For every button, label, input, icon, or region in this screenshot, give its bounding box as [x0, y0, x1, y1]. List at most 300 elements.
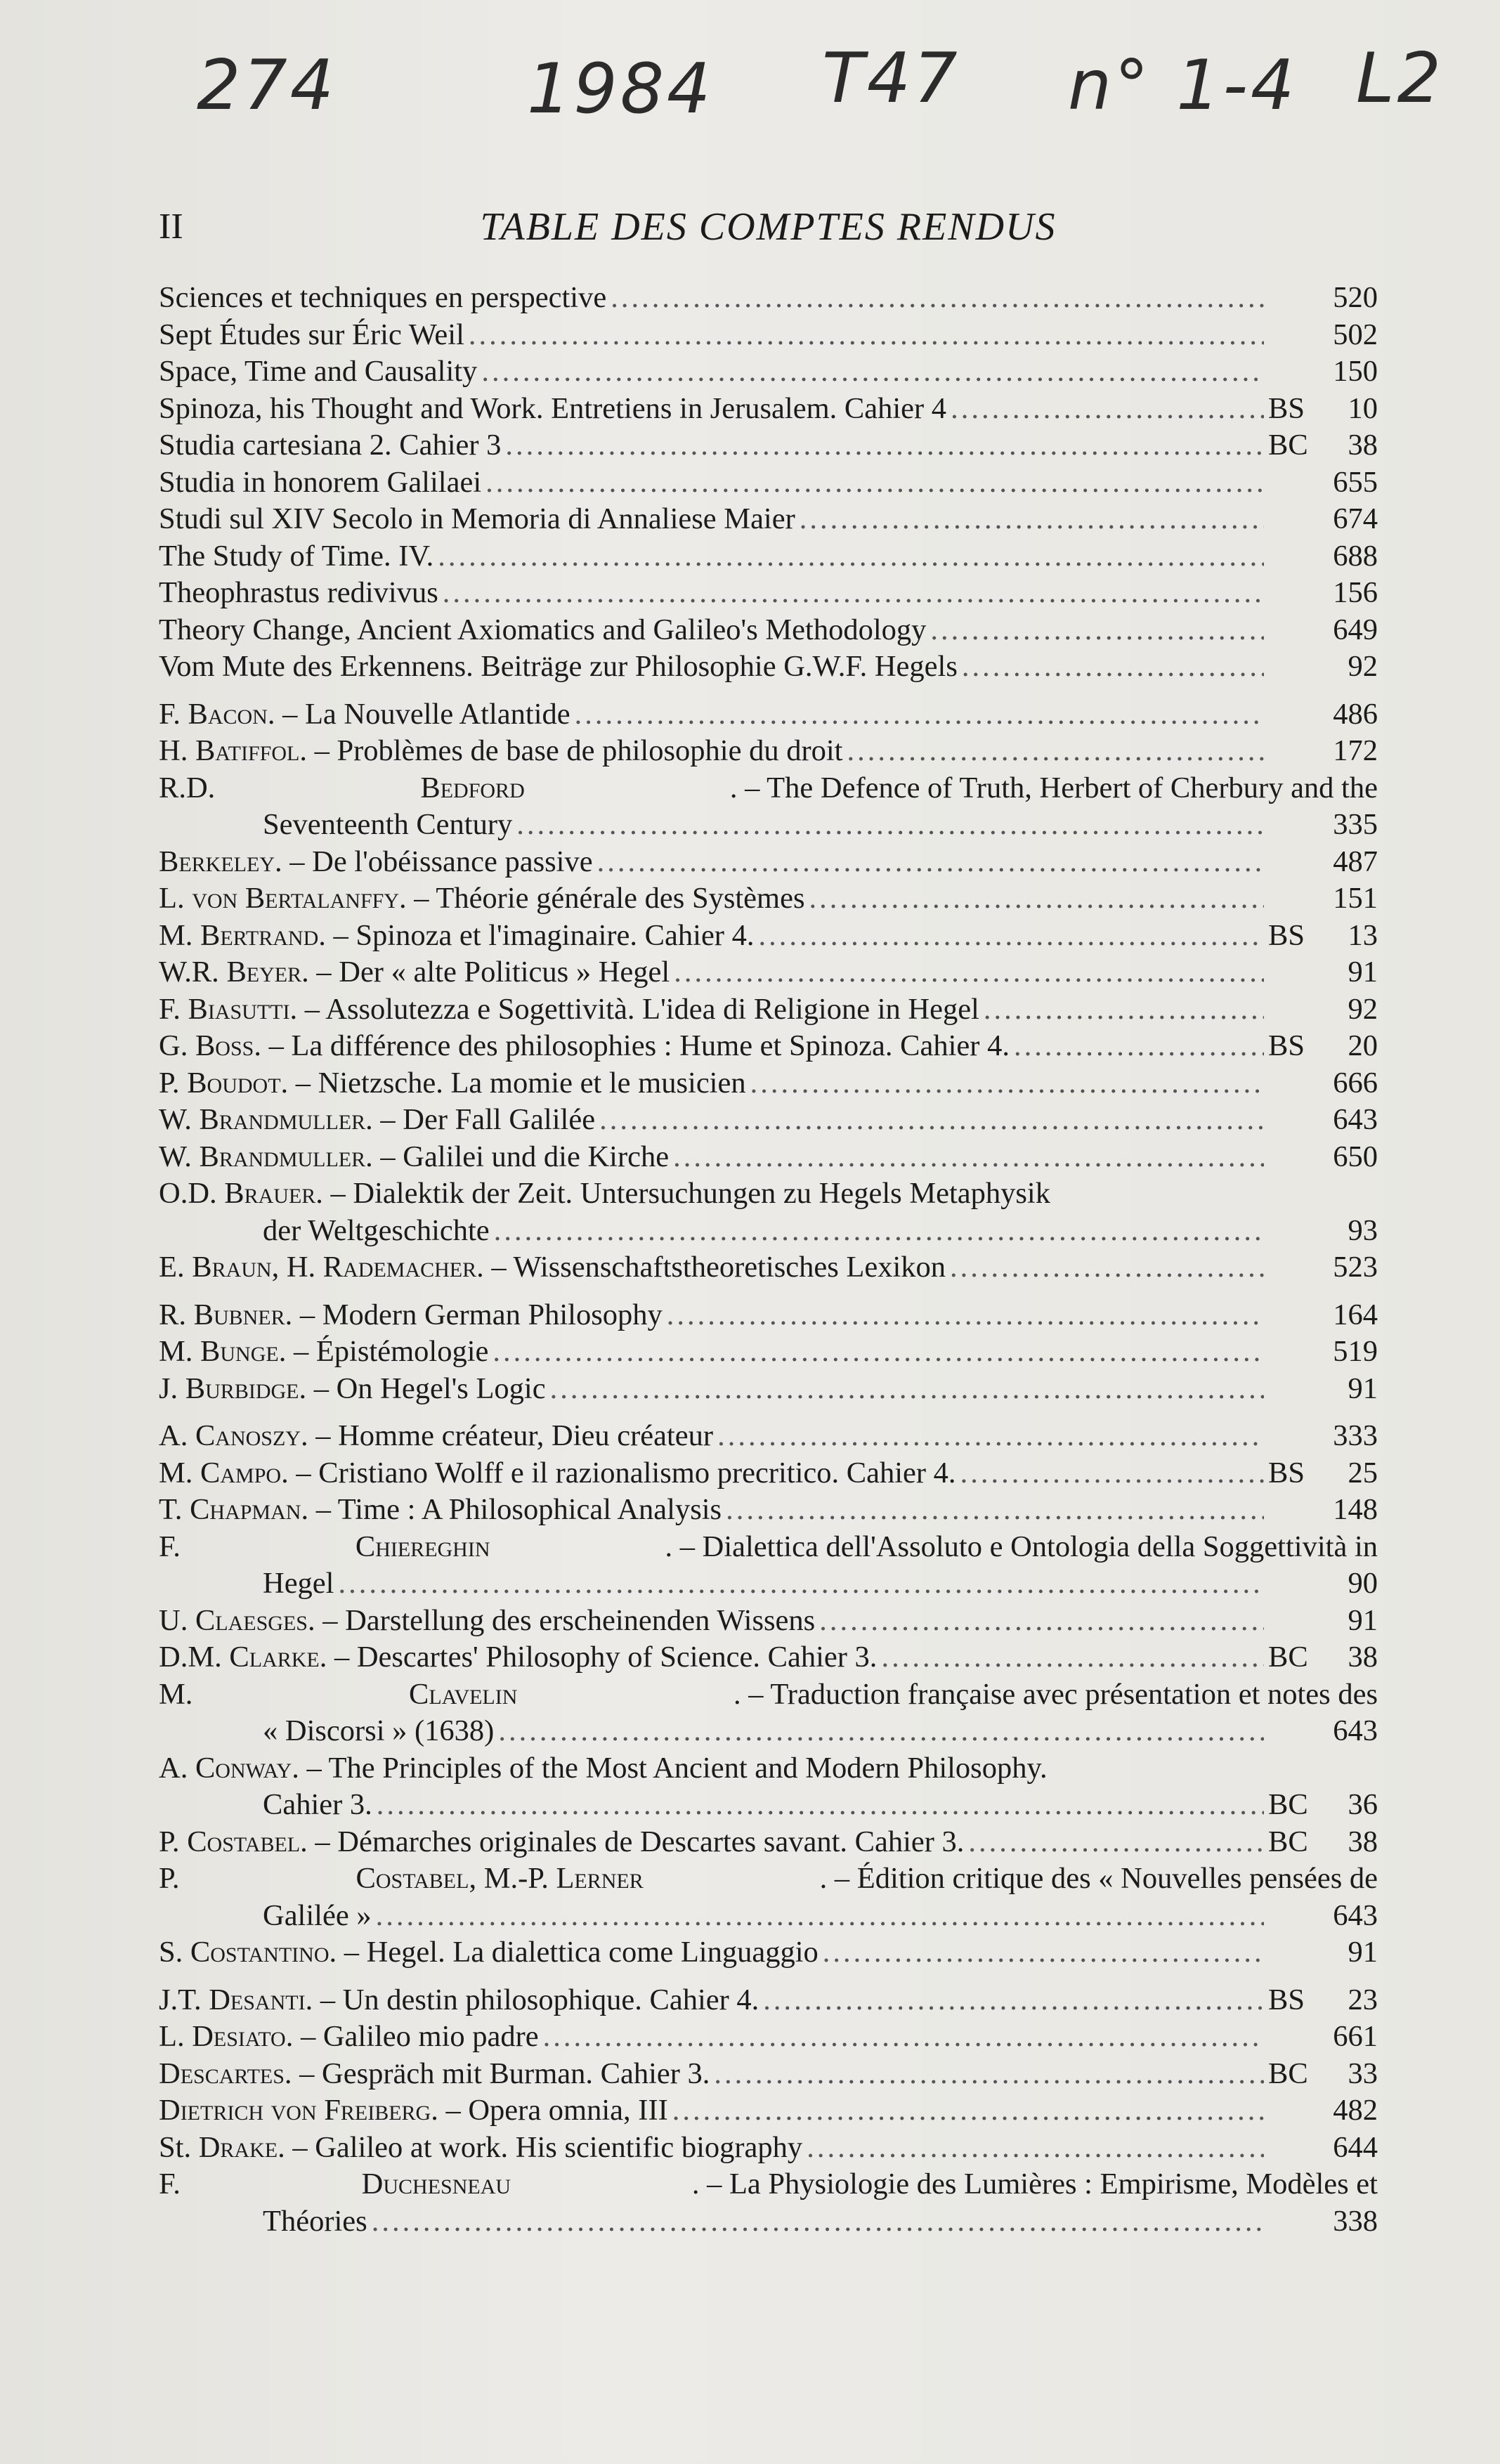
dot-leader — [984, 991, 1264, 1029]
entry-title — [159, 991, 979, 1029]
list-item — [159, 880, 1378, 918]
entry-continuation: Théories — [263, 2204, 367, 2238]
entry-text: Theory Change, Ancient Axiomatics and Galileo's Methodology — [159, 613, 927, 646]
entry-text: . – Un destin philosophique. Cahier 4. — [305, 1983, 759, 2016]
entry-title — [159, 954, 670, 991]
list-item — [159, 1898, 1378, 1935]
cahier-tag: BS — [1268, 1983, 1305, 2016]
author-name: Bertrand — [200, 918, 319, 952]
author-initials: F. — [159, 992, 188, 1026]
entry-title — [159, 1297, 663, 1334]
author-name: Bedford — [420, 771, 525, 804]
entry-text: . – Spinoza et l'imaginaire. Cahier 4. — [318, 918, 755, 952]
list-item — [159, 991, 1378, 1029]
page-ref: 20 — [1348, 1029, 1378, 1062]
author-name: Brandmuller — [199, 1140, 366, 1173]
entry-title — [159, 2019, 539, 2056]
list-item — [159, 317, 1378, 354]
entry-text: Sciences et techniques en perspective — [159, 281, 607, 314]
entry-title — [159, 464, 481, 502]
dot-leader — [819, 1603, 1264, 1640]
author-name: Braun, H. Rademacher — [192, 1251, 477, 1284]
list-item — [159, 844, 1378, 881]
dot-leader — [443, 575, 1264, 612]
author-name: Brandmuller — [199, 1103, 366, 1136]
cahier-tag: BS — [1268, 391, 1305, 425]
dot-leader — [1014, 1028, 1264, 1065]
author-initials: A. — [159, 1751, 195, 1785]
page-ref: 38 — [1348, 1825, 1378, 1858]
entry-text: . – Traduction française avec présentation et notes des — [733, 1677, 1378, 1711]
page-ref: 172 — [1333, 734, 1378, 767]
entry-title — [159, 1371, 546, 1408]
page-ref: 38 — [1348, 429, 1378, 462]
author-name: Campo — [200, 1456, 282, 1490]
dot-leader — [498, 1713, 1264, 1750]
author-name: Drake — [198, 2130, 278, 2164]
dot-leader — [674, 954, 1264, 991]
page-ref: 674 — [1333, 502, 1378, 535]
entry-title — [159, 1455, 956, 1492]
page-ref: 502 — [1333, 318, 1378, 351]
entry-text: . – Descartes' Philosophy of Science. Cahier 3. — [319, 1641, 878, 1674]
page-ref: 523 — [1333, 1251, 1378, 1284]
author-name: Descartes — [159, 2056, 285, 2090]
entry-title — [159, 2092, 668, 2130]
author-name: Conway — [195, 1751, 292, 1785]
entry-title — [159, 612, 926, 649]
entry-title — [159, 501, 795, 538]
entry-continuation: Seventeenth Century — [263, 808, 513, 841]
list-item — [159, 1982, 1378, 2019]
entry-continuation: der Weltgeschichte — [263, 1213, 490, 1247]
list-item — [159, 1297, 1378, 1334]
list-item — [159, 1713, 1378, 1750]
dot-leader — [672, 2092, 1264, 2130]
page-ref: 164 — [1333, 1298, 1378, 1331]
dot-leader — [599, 1102, 1264, 1139]
entry-title — [159, 2130, 802, 2167]
author-initials: S. — [159, 1936, 190, 1969]
author-initials: O.D. — [159, 1177, 225, 1210]
dot-leader — [968, 1824, 1264, 1861]
entry-title — [159, 1249, 946, 1286]
entry-title — [159, 1418, 713, 1455]
author-name: Duchesneau — [361, 2168, 511, 2201]
list-item — [159, 1102, 1378, 1139]
author-name: Desiato — [192, 2020, 286, 2053]
author-initials: R.D. — [159, 771, 216, 804]
entry-title — [159, 880, 805, 918]
list-item — [159, 538, 1378, 575]
page-ref: 151 — [1333, 882, 1378, 915]
entry-text: . – Homme créateur, Dieu créateur — [300, 1419, 714, 1452]
handwritten-shelf-mark: L2 — [1356, 39, 1444, 119]
entry-title — [159, 1334, 488, 1371]
cahier-tag: BC — [1268, 2056, 1308, 2090]
page-ref: 33 — [1348, 2056, 1378, 2090]
author-initials: T. — [159, 1493, 190, 1526]
entry-text: Vom Mute des Erkennens. Beiträge zur Philosophie G.W.F. Hegels — [159, 650, 958, 683]
author-name: Boss — [195, 1029, 254, 1062]
page-ref: 93 — [1348, 1213, 1378, 1247]
entry-title — [159, 353, 477, 391]
author-initials: M. — [159, 1677, 193, 1711]
page-ref: 482 — [1333, 2094, 1378, 2127]
list-item — [159, 1787, 1378, 1824]
list-item — [159, 1860, 1378, 1898]
dot-leader — [543, 2019, 1264, 2056]
entry-text: . – Théorie générale des Systèmes — [399, 882, 805, 915]
dot-leader — [717, 1418, 1264, 1455]
cahier-tag: BC — [1268, 1788, 1308, 1821]
page-ref: 520 — [1333, 281, 1378, 314]
entry-text: . – Galileo mio padre — [285, 2020, 539, 2053]
author-initials: M. — [159, 1335, 201, 1368]
list-item — [159, 1565, 1378, 1603]
entry-text: Sept Études sur Éric Weil — [159, 318, 464, 351]
entry-title — [159, 1492, 722, 1529]
list-item — [159, 1418, 1378, 1455]
dot-leader — [376, 1898, 1264, 1935]
list-item — [159, 1750, 1378, 1787]
page-ref: 23 — [1348, 1983, 1378, 2016]
list-item — [159, 1824, 1378, 1861]
entry-text: . – Cristiano Wolff e il razionalismo precritico. Cahier 4. — [281, 1456, 956, 1490]
list-item — [159, 954, 1378, 991]
handwritten-volume: T47 — [822, 39, 960, 119]
page-ref: 650 — [1333, 1140, 1378, 1173]
entry-text: . – Épistémologie — [278, 1335, 489, 1368]
list-item — [159, 2092, 1378, 2130]
list-item — [159, 2130, 1378, 2167]
page-header — [159, 199, 1378, 262]
entry-text: . – Problèmes de base de philosophie du droit — [299, 734, 843, 767]
entry-text: . – On Hegel's Logic — [299, 1371, 546, 1405]
dot-leader — [505, 427, 1264, 464]
entry-continuation: Cahier 3. — [263, 1788, 372, 1821]
dot-leader — [575, 696, 1264, 734]
entry-text: . – Édition critique des « Nouvelles pensées de — [819, 1862, 1378, 1895]
cahier-tag: BC — [1268, 1825, 1308, 1858]
author-initials: J. — [159, 1371, 185, 1405]
list-item — [159, 575, 1378, 612]
dot-leader — [930, 612, 1264, 649]
entry-title — [159, 648, 958, 686]
list-item — [159, 1603, 1378, 1640]
entry-title — [159, 317, 464, 354]
entry-text: . – Démarches originales de Descartes savant. Cahier 3. — [300, 1825, 965, 1858]
entry-title — [159, 770, 1378, 807]
entry-title — [159, 1982, 759, 2019]
author-initials: H. — [159, 734, 195, 767]
entry-text: . – Gespräch mit Burman. Cahier 3. — [284, 2056, 710, 2090]
author-initials: W. — [159, 1103, 200, 1136]
list-item — [159, 464, 1378, 502]
dot-leader — [750, 1065, 1264, 1102]
page-ref: 643 — [1333, 1103, 1378, 1136]
entry-text: . – Galilei und die Kirche — [365, 1140, 670, 1173]
entry-title — [159, 538, 433, 575]
entry-text: . – Der Fall Galilée — [365, 1103, 596, 1136]
author-initials: F. — [159, 1530, 181, 1563]
dot-leader — [673, 1139, 1264, 1176]
entry-text: Space, Time and Causality — [159, 355, 478, 388]
dot-leader — [714, 2056, 1264, 2093]
entry-title — [159, 696, 570, 734]
page-ref: 649 — [1333, 613, 1378, 646]
dot-leader — [372, 2203, 1264, 2241]
entry-text: . – Darstellung des erscheinenden Wissens — [307, 1603, 816, 1637]
page-ref: 148 — [1333, 1493, 1378, 1526]
dot-leader — [809, 880, 1264, 918]
page-ref: 688 — [1333, 539, 1378, 573]
page-ref: 10 — [1348, 391, 1378, 425]
author-name: Clavelin — [408, 1677, 518, 1711]
dot-leader — [951, 391, 1264, 428]
entry-title — [159, 2056, 710, 2093]
page-ref: 156 — [1333, 576, 1378, 609]
author-initials: W. — [159, 1140, 200, 1173]
dot-leader — [481, 353, 1264, 391]
author-name: Beyer — [226, 956, 302, 989]
author-name: Chapman — [190, 1493, 301, 1526]
dot-leader — [550, 1371, 1264, 1408]
handwritten-issues: n° 1-4 — [1068, 46, 1298, 126]
dot-leader — [800, 501, 1264, 538]
author-name: Costabel, M.-P. Lerner — [356, 1862, 644, 1895]
author-initials: D.M. — [159, 1641, 230, 1674]
page-ref: 92 — [1348, 650, 1378, 683]
page-ref: 335 — [1333, 808, 1378, 841]
author-name: Canoszy — [195, 1419, 301, 1452]
author-initials: E. — [159, 1251, 193, 1284]
author-initials: M. — [159, 1456, 201, 1490]
page-ref: 36 — [1348, 1788, 1378, 1821]
entry-title — [159, 1639, 877, 1676]
cahier-tag: BS — [1268, 918, 1305, 952]
list-item — [159, 648, 1378, 686]
page-ref: 519 — [1333, 1335, 1378, 1368]
dot-leader — [469, 317, 1264, 354]
author-name: Desanti — [209, 1983, 306, 2016]
author-initials: G. — [159, 1029, 195, 1062]
entry-title — [159, 844, 593, 881]
entry-title — [159, 1603, 815, 1640]
list-item — [159, 2166, 1378, 2203]
author-initials: F. — [159, 2168, 181, 2201]
author-initials: A. — [159, 1419, 195, 1452]
list-item — [159, 391, 1378, 428]
entry-title — [159, 1676, 1378, 1714]
author-initials: L. — [159, 882, 193, 915]
list-item — [159, 1934, 1378, 1971]
entry-title — [159, 918, 754, 955]
entry-text: . – De l'obéissance passive — [275, 845, 593, 878]
author-initials: P. — [159, 1066, 188, 1100]
entry-title — [159, 2166, 1378, 2203]
handwritten-year: 1984 — [527, 49, 714, 129]
list-item — [159, 1529, 1378, 1566]
list-item — [159, 733, 1378, 770]
entry-title — [159, 575, 438, 612]
author-initials: P. — [159, 1825, 188, 1858]
author-name: Costabel — [187, 1825, 301, 1858]
author-name: Brauer — [224, 1177, 316, 1210]
page-ref: 150 — [1333, 355, 1378, 388]
author-name: Boudot — [187, 1066, 281, 1100]
dot-leader — [438, 538, 1264, 575]
author-name: Dietrich von Freiberg — [159, 2094, 431, 2127]
dot-leader — [485, 464, 1264, 502]
page-ref: 643 — [1333, 1898, 1378, 1932]
author-initials: F. — [159, 697, 188, 731]
cahier-tag: BS — [1268, 1456, 1305, 1490]
entry-text: . – Dialettica dell'Assoluto e Ontologia della Soggettività in — [665, 1530, 1378, 1563]
entry-title — [159, 1860, 1378, 1898]
list-item — [159, 427, 1378, 464]
entry-text: . – La différence des philosophies : Hume et Spinoza. Cahier 4. — [254, 1029, 1010, 1062]
dot-leader — [763, 1982, 1264, 2019]
entry-title — [159, 1028, 1010, 1065]
entry-text: . – Der « alte Politicus » Hegel — [301, 956, 670, 989]
author-name: Burbidge — [185, 1371, 299, 1405]
list-item — [159, 1175, 1378, 1213]
author-name: Batiffol — [195, 734, 300, 767]
entry-text: . – Galileo at work. His scientific biography — [278, 2130, 803, 2164]
page-ref: 338 — [1333, 2204, 1378, 2238]
author-name: Bunge — [200, 1335, 279, 1368]
entry-title — [159, 1102, 595, 1139]
dot-leader — [493, 1334, 1264, 1371]
dot-leader — [726, 1492, 1264, 1529]
author-initials: St. — [159, 2130, 199, 2164]
entry-text: . – Modern German Philosophy — [285, 1298, 663, 1331]
dot-leader — [611, 280, 1264, 317]
list-item — [159, 1249, 1378, 1286]
entry-text: Theophrastus redivivus — [159, 576, 438, 609]
dot-leader — [847, 733, 1264, 770]
entry-text: . – Time : A Philosophical Analysis — [301, 1493, 722, 1526]
entry-text: . – Dialektik der Zeit. Untersuchungen zu Hegels Metaphysik — [315, 1177, 1050, 1210]
list-item — [159, 1676, 1378, 1714]
dot-leader — [962, 648, 1264, 686]
list-item — [159, 918, 1378, 955]
cahier-tag: BS — [1268, 1029, 1305, 1062]
entry-text: . – The Defence of Truth, Herbert of Cherbury and the — [729, 771, 1378, 804]
list-item — [159, 696, 1378, 734]
entry-continuation: Hegel — [263, 1567, 334, 1600]
author-name: Costantino — [190, 1936, 330, 1969]
list-item — [159, 2056, 1378, 2093]
cahier-tag: BC — [1268, 429, 1308, 462]
list-item — [159, 612, 1378, 649]
entry-title — [159, 1139, 669, 1176]
dot-leader — [667, 1297, 1264, 1334]
author-name: Bacon — [188, 697, 268, 731]
dot-leader — [338, 1565, 1264, 1603]
page-ref: 666 — [1333, 1066, 1378, 1100]
page-ref: 655 — [1333, 465, 1378, 499]
dot-leader — [823, 1934, 1264, 1971]
page-number: II — [159, 207, 183, 247]
list-item — [159, 1639, 1378, 1676]
dot-leader — [807, 2130, 1264, 2167]
dot-leader — [597, 844, 1264, 881]
author-initials: P. — [159, 1862, 180, 1895]
author-name: Biasutti — [188, 992, 290, 1026]
list-item — [159, 1492, 1378, 1529]
entry-text: . – The Principles of the Most Ancient and Modern Philosophy. — [292, 1751, 1048, 1785]
entry-title — [159, 733, 842, 770]
entry-title — [159, 391, 946, 428]
entry-title — [159, 1824, 964, 1861]
page-ref: 90 — [1348, 1567, 1378, 1600]
page-ref: 487 — [1333, 845, 1378, 878]
page-ref: 661 — [1333, 2020, 1378, 2053]
entry-text: The Study of Time. IV. — [159, 539, 434, 573]
list-item — [159, 2203, 1378, 2241]
page-ref: 25 — [1348, 1456, 1378, 1490]
entry-title — [159, 1750, 1048, 1787]
list-item — [159, 501, 1378, 538]
entry-text: . – La Nouvelle Atlantide — [267, 697, 570, 731]
entry-text: . – Wissenschaftstheoretisches Lexikon — [476, 1251, 946, 1284]
dot-leader — [494, 1213, 1264, 1250]
author-name: Clarke — [229, 1641, 320, 1674]
dot-leader — [950, 1249, 1264, 1286]
list-item — [159, 1028, 1378, 1065]
list-item — [159, 280, 1378, 317]
entry-text: . – Assolutezza e Sogettività. L'idea di Religione in Hegel — [289, 992, 979, 1026]
author-name: von Bertalanffy — [192, 882, 399, 915]
author-name: Bubner — [193, 1298, 285, 1331]
entry-title — [159, 427, 501, 464]
page-ref: 643 — [1333, 1714, 1378, 1747]
entry-title — [159, 1529, 1378, 1566]
entry-title — [159, 280, 606, 317]
list-item — [159, 770, 1378, 807]
author-name: Claesges — [195, 1603, 308, 1637]
author-name: Chiereghin — [355, 1530, 490, 1563]
list-item — [159, 1213, 1378, 1250]
author-name: Berkeley — [159, 845, 275, 878]
page-ref: 644 — [1333, 2130, 1378, 2164]
entry-title — [159, 1065, 746, 1102]
entry-continuation: Galilée » — [263, 1898, 372, 1932]
page-ref: 38 — [1348, 1641, 1378, 1674]
page-ref: 333 — [1333, 1419, 1378, 1452]
author-initials: L. — [159, 2020, 193, 2053]
dot-leader — [881, 1639, 1264, 1676]
list-item — [159, 1139, 1378, 1176]
list-item — [159, 1455, 1378, 1492]
entry-text: . – La Physiologie des Lumières : Empirisme, Modèles et — [691, 2168, 1378, 2201]
page-ref: 486 — [1333, 697, 1378, 731]
list-item — [159, 2019, 1378, 2056]
page-title: TABLE DES COMPTES RENDUS — [480, 205, 1057, 249]
handwritten-number: 274 — [197, 46, 337, 126]
dot-leader — [377, 1787, 1264, 1824]
entry-text: . – Nietzsche. La momie et le musicien — [280, 1066, 746, 1100]
entry-text: Studia cartesiana 2. Cahier 3 — [159, 429, 502, 462]
cahier-tag: BC — [1268, 1641, 1308, 1674]
list-item — [159, 1371, 1378, 1408]
author-initials: R. — [159, 1298, 194, 1331]
author-initials: W.R. — [159, 956, 227, 989]
page-ref: 91 — [1348, 1936, 1378, 1969]
dot-leader — [758, 918, 1264, 955]
